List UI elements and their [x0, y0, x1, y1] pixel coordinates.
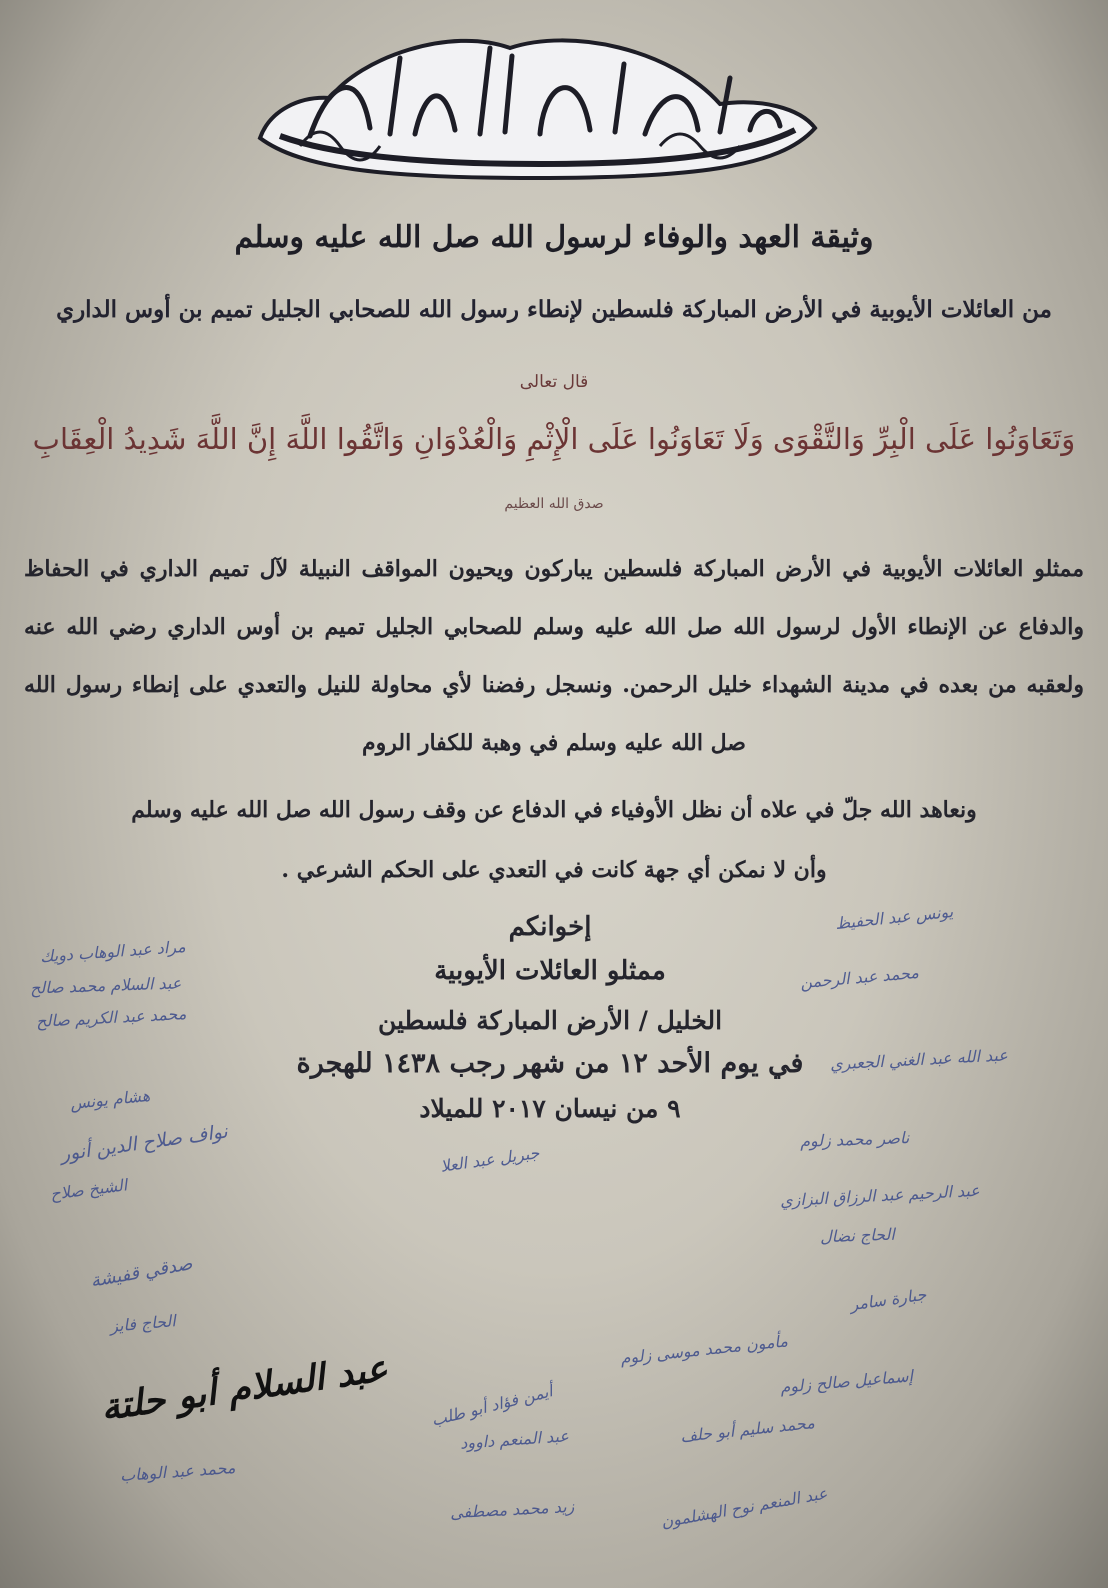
- pledge-line-1: ونعاهد الله جلّ في علاه أن نظل الأوفياء في الدفاع عن وقف رسول الله صل الله عليه وسلم: [131, 797, 977, 823]
- quran-verse: وَتَعَاوَنُوا عَلَى الْبِرِّ وَالتَّقْوَى وَلَا تَعَاوَنُوا عَلَى الْإِثْمِ وَالْعُدْوَانِ وَاتَّقُوا اللَّهَ إِنَّ اللَّهَ شَدِيدُ الْعِقَابِ: [32, 422, 1076, 456]
- closing-place: الخليل / الأرض المباركة فلسطين: [377, 1006, 723, 1035]
- basmala-calligraphy-emblem: [240, 18, 830, 188]
- pledge-block: [40, 780, 1068, 900]
- signature: زيد محمد مصطفى: [449, 1496, 575, 1523]
- signature: عبد المنعم نوح الهشلمون: [659, 1483, 829, 1532]
- signature: محمد سليم أبو حلف: [679, 1413, 816, 1446]
- signature: محمد عبد الوهاب: [119, 1457, 236, 1486]
- closing-brothers: إخوانكم: [508, 912, 592, 942]
- document-body: ممثلو العائلات الأيوبية في الأرض المباركة فلسطين يباركون ويحيون المواقف النبيلة لآل تميم الداري في الحفاظ والدفاع عن الإنطاء الأول لرسول الله صل الله عليه وسلم للصحابي الجليل تميم بن أوس الداري رضي الله عنه ولعقبه من بعده في مدينة الشهداء خليل الرحمن. ونسجل رفضنا لأي محاولة للنيل والتعدي على إنطاء رسول الله صل الله عليه وسلم في وهبة للكفار الروم: [24, 556, 1084, 756]
- signature: عبد المنعم داوود: [459, 1426, 570, 1453]
- closing-hijri-date: في يوم الأحد ١٢ من شهر رجب ١٤٣٨ للهجرة: [296, 1048, 804, 1079]
- signature-bold: عبد السلام أبو حلتة: [98, 1348, 391, 1429]
- signature: جبريل عبد العلا: [439, 1143, 541, 1176]
- signature: محمد عبد الكريم صالح: [35, 1004, 187, 1031]
- quran-intro-label: قال تعالى: [519, 372, 589, 392]
- signature: صدقي قفيشة: [88, 1253, 194, 1292]
- signature: عبد الله عبد الغني الجعبري: [829, 1045, 1009, 1074]
- signature: هشام يونس: [69, 1085, 151, 1114]
- sadaq-label: صدق الله العظيم: [504, 496, 604, 512]
- signature: عبد الرحيم عبد الرزاق البزازي: [779, 1180, 981, 1211]
- signature: الحاج فايز: [109, 1311, 177, 1336]
- signature: محمد عبد الرحمن: [799, 962, 920, 993]
- closing-representatives: ممثلو العائلات الأيوبية: [434, 956, 666, 986]
- signature: الشيخ صلاح: [49, 1175, 129, 1204]
- document-subtitle: من العائلات الأيوبية في الأرض المباركة فلسطين لإنطاء رسول الله للصحابي الجليل تميم بن أوس الداري: [56, 296, 1052, 323]
- closing-gregorian-date: ٩ من نيسان ٢٠١٧ للميلاد: [419, 1094, 681, 1123]
- signature: إسماعيل صالح زلوم: [779, 1366, 914, 1397]
- signature: نواف صلاح الدين أنور: [59, 1120, 230, 1166]
- signature: يونس عبد الحفيظ: [834, 901, 954, 934]
- signature: مراد عبد الوهاب دويك: [39, 936, 187, 967]
- pledge-line-2: وأن لا نمكن أي جهة كانت في التعدي على الحكم الشرعي .: [281, 857, 827, 883]
- signature: عبد السلام محمد صالح: [29, 973, 182, 998]
- signature: أيمن فؤاد أبو طلب: [429, 1381, 555, 1430]
- signature: جبارة سامر: [849, 1284, 928, 1315]
- signature: الحاج نضال: [819, 1224, 896, 1247]
- signature: ناصر محمد زلوم: [799, 1128, 910, 1151]
- signature: مأمون محمد موسى زلوم: [619, 1331, 789, 1368]
- document-title: وثيقة العهد والوفاء لرسول الله صل الله عليه وسلم: [234, 220, 874, 255]
